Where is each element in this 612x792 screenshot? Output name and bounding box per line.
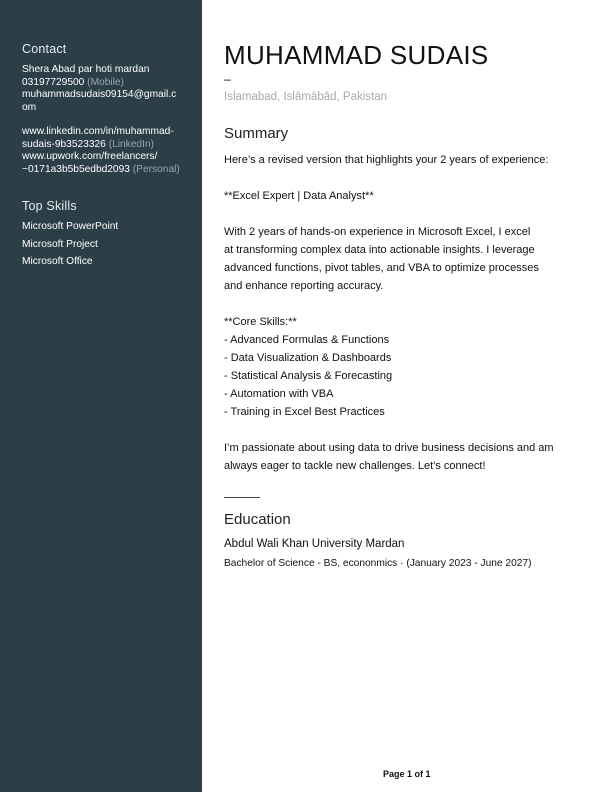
summary-line: **Core Skills:** [224, 316, 297, 328]
summary-line [224, 295, 594, 313]
address: Shera Abad par hoti mardan [22, 64, 150, 75]
summary-line: With 2 years of hands-on experience in Microsoft Excel, I excel [224, 226, 531, 238]
summary-line: Here’s a revised version that highlights your 2 years of experience: [224, 154, 549, 166]
summary-line: - Automation with VBA [224, 388, 334, 400]
page-number: Page 1 of 1 [383, 769, 431, 779]
skill-item: Microsoft Project [22, 238, 98, 250]
summary-line [224, 421, 594, 439]
linkedin-link-line-2[interactable]: sudais-9b3523326 [22, 138, 106, 150]
summary-line: - Advanced Formulas & Functions [224, 334, 390, 346]
phone-number[interactable]: 03197729500 [22, 76, 85, 88]
linkedin-line-2 [22, 139, 194, 152]
phone-line [22, 77, 194, 90]
linkedin-type: (LinkedIn) [108, 138, 154, 150]
summary-line: and enhance reporting accuracy. [224, 280, 384, 292]
summary-line: at transforming complex data into actionable insights. I leverage [224, 244, 535, 256]
summary-body [224, 151, 594, 475]
summary-line: advanced functions, pivot tables, and VBA to optimize processes [224, 262, 539, 274]
summary-line: - Training in Excel Best Practices [224, 406, 385, 418]
email-line-1[interactable]: muhammadsudais09154@gmail.c [22, 89, 177, 100]
education-title: Education [224, 511, 291, 528]
summary-line [224, 205, 594, 223]
summary-line: always eager to tackle new challenges. Let’s connect! [224, 460, 486, 472]
phone-type: (Mobile) [87, 76, 124, 88]
summary-line: I’m passionate about using data to drive business decisions and am [224, 442, 554, 454]
contact-section [22, 42, 194, 176]
sidebar [0, 0, 202, 792]
summary-line: - Statistical Analysis & Forecasting [224, 370, 393, 382]
skill-item: Microsoft Office [22, 256, 93, 267]
email-line-2[interactable]: om [22, 101, 37, 113]
upwork-link-line-1[interactable]: www.upwork.com/freelancers/ [22, 151, 158, 162]
summary-line: - Data Visualization & Dashboards [224, 352, 392, 364]
summary-line [224, 169, 594, 187]
summary-title: Summary [224, 125, 289, 142]
education-degree: Bachelor of Science - BS, econonmics · (January 2023 - June 2027) [224, 558, 532, 569]
education-school: Abdul Wali Khan University Mardan [224, 538, 405, 550]
location: Islamabad, Islāmābād, Pakistan [224, 91, 388, 103]
upwork-link-line-2[interactable]: ~0171a3b5b5edbd2093 [22, 163, 130, 175]
candidate-name: MUHAMMAD SUDAIS [224, 40, 489, 70]
section-divider [224, 497, 260, 498]
skills-heading: Top Skills [22, 199, 77, 213]
summary-line: **Excel Expert | Data Analyst** [224, 190, 374, 202]
contact-heading: Contact [22, 42, 67, 56]
upwork-type: (Personal) [132, 163, 180, 175]
linkedin-link-line-1[interactable]: www.linkedin.com/in/muhammad- [22, 126, 174, 137]
upwork-line-2 [22, 164, 194, 177]
skills-section [22, 199, 194, 271]
headline-dash: – [224, 72, 231, 86]
skill-item: Microsoft PowerPoint [22, 221, 119, 232]
